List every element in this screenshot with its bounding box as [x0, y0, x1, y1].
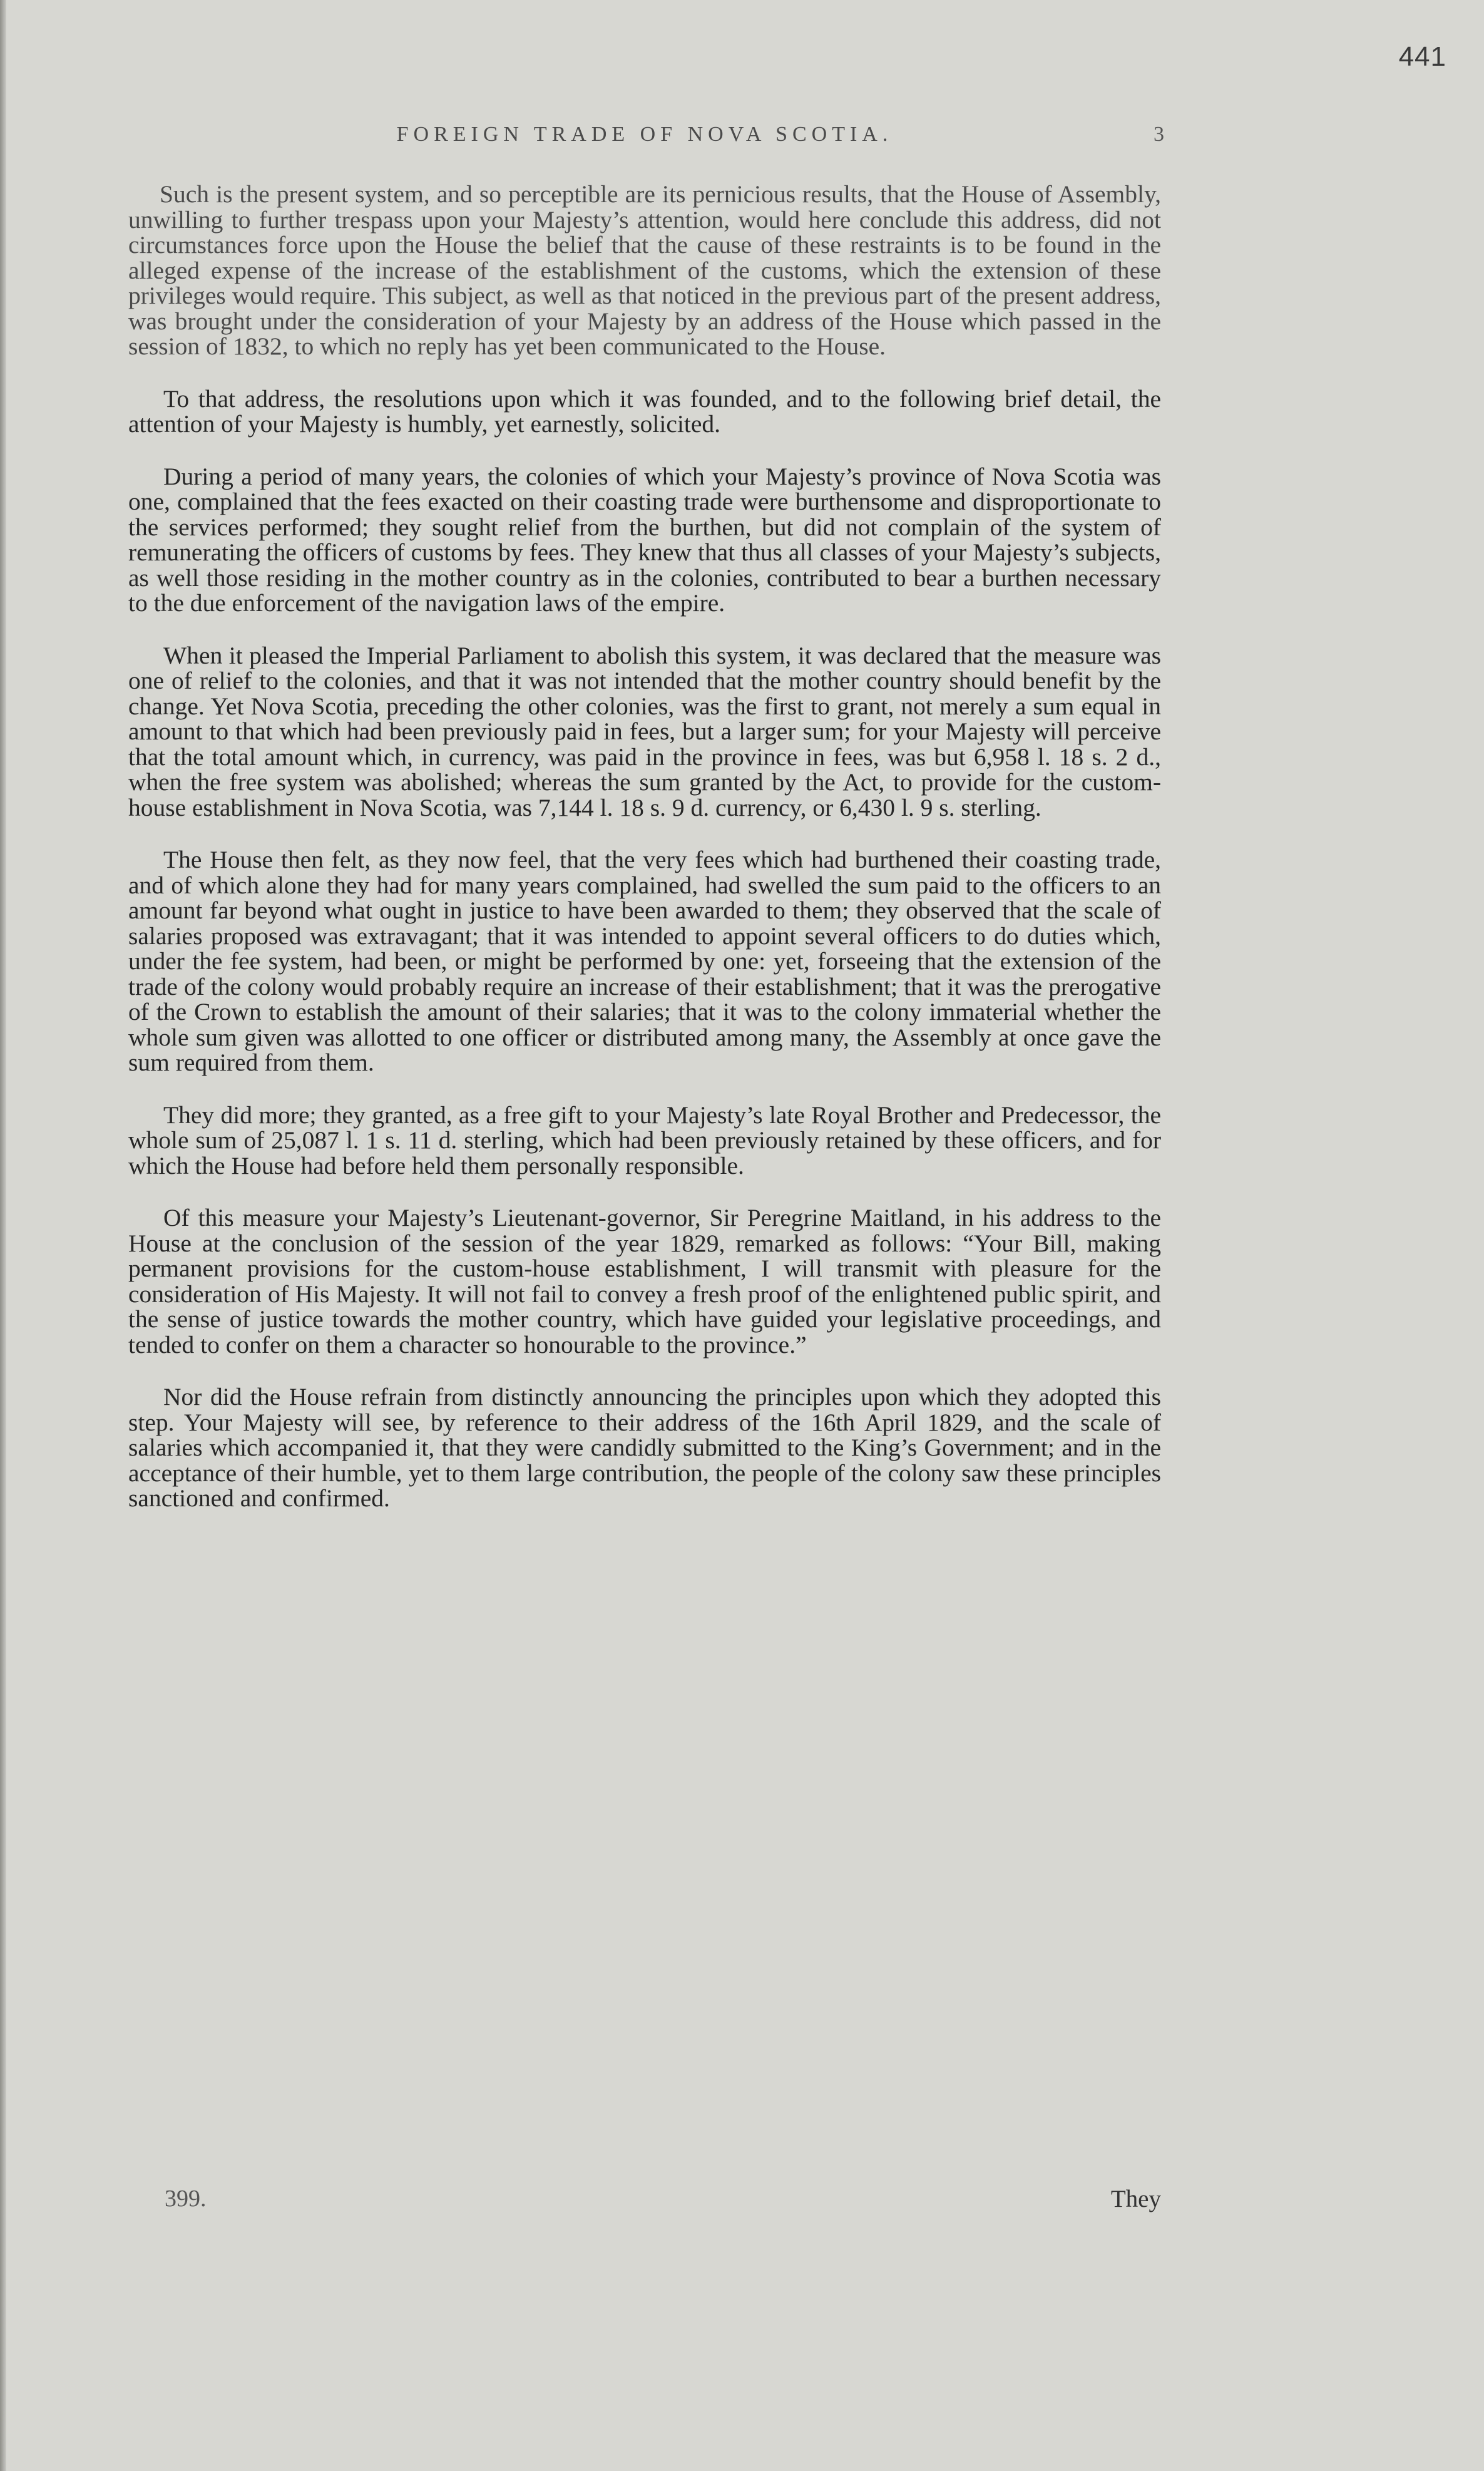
scan-page-edge [0, 0, 6, 2471]
catchword: They [1110, 2186, 1161, 2212]
folio-number: 441 [1398, 41, 1446, 72]
running-title: FOREIGN TRADE OF NOVA SCOTIA. [396, 123, 893, 146]
paragraph: Of this measure your Majesty’s Lieutenant-governor, Sir Peregrine Maitland, in his address to the House at the conclusion of the session of the year 1829, remarked as follows: “Your Bill, making permanent provisions for the custom-house establishment, I will transmit with pleasure for the consideration of His Majesty. It will not fail to convey a fresh proof of the enlightened public spirit, and the sense of justice towards the mother country, which have guided your legislative proceedings, and tended to confer on them a character so honourable to the province.” [128, 1204, 1161, 1359]
paragraph: Nor did the House refrain from distinctly announcing the principles upon which they adopted this step. Your Majesty will see, by reference to their address of the 16th April 1829, and the scale of salaries which accompanied it, that they were candidly submitted to the King’s Government; and in the acceptance of their humble, yet to them large contribution, the people of the colony saw these principles sanctioned and confirmed. [128, 1383, 1161, 1512]
running-page-number: 3 [1154, 123, 1164, 146]
page-footer [128, 2185, 1161, 2216]
signature-mark: 399. [165, 2186, 207, 2212]
paragraph: The House then felt, as they now feel, that the very fees which had burthened their coasting trade, and of which alone they had for many years complained, had swelled the sum paid to the officers to an amount far beyond what ought in justice to have been awarded to them; they observed that the scale of salaries proposed was extravagant; that it was intended to appoint several officers to do duties which, under the fee system, had been, or might be performed by one: yet, forseeing that the extension of the trade of the colony would probably require an increase of their establishment; that it was the prerogative of the Crown to establish the amount of their salaries; that it was to the colony immaterial whether the whole sum given was allotted to one officer or distributed among many, the Assembly at once gave the sum required from them. [128, 846, 1161, 1076]
paragraph: During a period of many years, the colonies of which your Majesty’s province of Nova Scotia was one, complained that the fees exacted on their coasting trade were burthensome and disproportionate to the services performed; they sought relief from the burthen, but did not complain of the system of remunerating the officers of customs by fees. They knew that thus all classes of your Majesty’s subjects, as well those residing in the mother country as in the colonies, contributed to bear a burthen necessary to the due enforcement of the navigation laws of the empire. [128, 462, 1161, 617]
body-text [128, 182, 1161, 1538]
running-head [125, 123, 1164, 160]
paragraph: When it pleased the Imperial Parliament to abolish this system, it was declared that the measure was one of relief to the colonies, and that it was not intended that the mother country should benefit by the change. Yet Nova Scotia, preceding the other colonies, was the first to grant, not merely a sum equal in amount to that which had been previously paid in fees, but a larger sum; for your Majesty will perceive that the total amount which, in currency, was paid in the province in fees, was but 6,958 l. 18 s. 2 d., when the free system was abolished; whereas the sum granted by the Act, to provide for the custom-house establishment in Nova Scotia, was 7,144 l. 18 s. 9 d. currency, or 6,430 l. 9 s. sterling. [128, 641, 1161, 821]
paragraph: Such is the present system, and so perceptible are its pernicious results, that the House of Assembly, unwilling to further trespass upon your Majesty’s attention, would here conclude this address, did not circumstances force upon the House the belief that the cause of these restraints is to be found in the alleged expense of the increase of the establishment of the customs, which the extension of these privileges would require. This subject, as well as that noticed in the previous part of the present address, was brought under the consideration of your Majesty by an address of the House which passed in the session of 1832, to which no reply has yet been communicated to the House. [128, 180, 1161, 360]
paragraph: To that address, the resolutions upon which it was founded, and to the following brief detail, the attention of your Majesty is humbly, yet earnestly, solicited. [128, 384, 1161, 438]
paragraph: They did more; they granted, as a free gift to your Majesty’s late Royal Brother and Predecessor, the whole sum of 25,087 l. 1 s. 11 d. sterling, which had been previously retained by these officers, and for which the House had before held them personally responsible. [128, 1101, 1161, 1179]
